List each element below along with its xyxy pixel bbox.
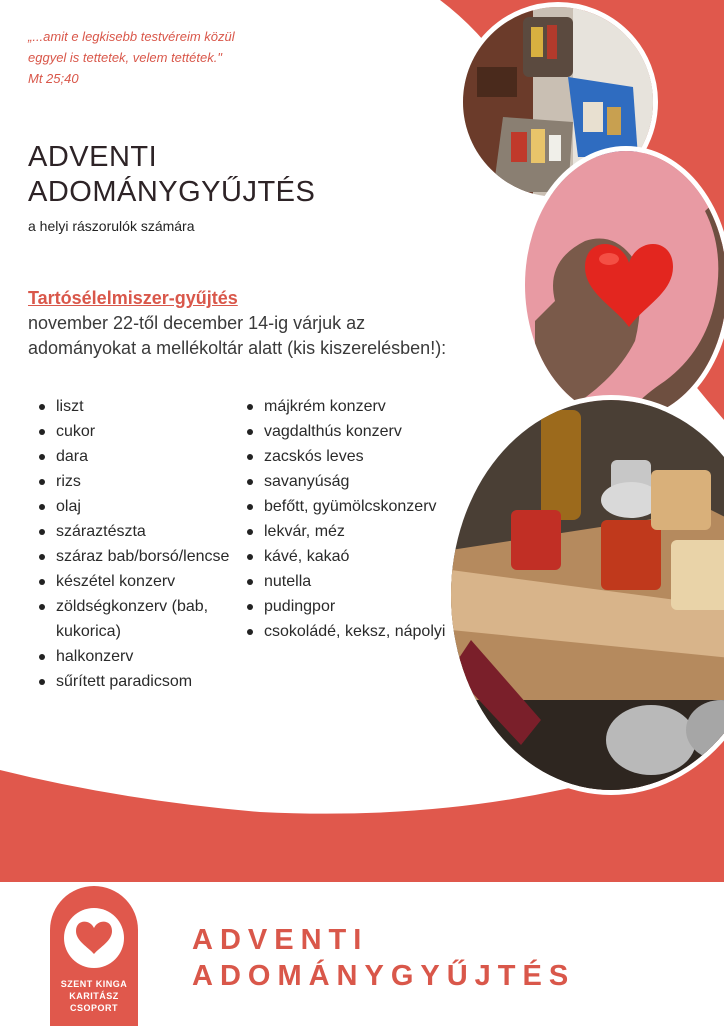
logo-circle — [64, 908, 124, 968]
donation-list-right — [242, 394, 462, 644]
list-item: cukor — [34, 419, 244, 444]
list-item: nutella — [242, 569, 462, 594]
quote-line-1: „...amit e legkisebb testvéreim közül — [28, 29, 235, 44]
section-title: Tartósélelmiszer-gyűjtés — [28, 288, 238, 308]
list-item: lekvár, méz — [242, 519, 462, 544]
footer-title — [192, 922, 575, 994]
page-subtitle: a helyi rászorulók számára — [28, 218, 195, 234]
bible-quote — [28, 26, 328, 89]
title-line-2: ADOMÁNYGYŰJTÉS — [28, 176, 316, 208]
quote-reference: Mt 25;40 — [28, 71, 79, 86]
page-title — [28, 140, 315, 210]
list-item: készétel konzerv — [34, 569, 244, 594]
footer-title-line-2: ADOMÁNYGYŰJTÉS — [192, 960, 576, 992]
list-item: száraztészta — [34, 519, 244, 544]
list-item: sűrített paradicsom — [34, 669, 244, 694]
heart-icon — [64, 908, 124, 968]
list-item: vagdalthús konzerv — [242, 419, 462, 444]
list-item: zöldségkonzerv (bab, kukorica) — [34, 594, 244, 644]
section-description-line-2: adományokat a mellékoltár alatt (kis kiszerelésben!): — [28, 338, 447, 358]
list-item: zacskós leves — [242, 444, 462, 469]
donation-list-left — [34, 394, 244, 694]
list-item: befőtt, gyümölcskonzerv — [242, 494, 462, 519]
hands-heart-photo — [520, 146, 724, 424]
list-item: olaj — [34, 494, 244, 519]
list-item: rizs — [34, 469, 244, 494]
charity-logo — [50, 886, 138, 1026]
list-item: kávé, kakaó — [242, 544, 462, 569]
footer-title-line-1: ADVENTI — [192, 924, 369, 956]
list-item: pudingpor — [242, 594, 462, 619]
logo-line-2: KARITÁSZ — [69, 991, 119, 1001]
collection-section — [28, 286, 548, 361]
list-item: száraz bab/borsó/lencse — [34, 544, 244, 569]
list-item: savanyúság — [242, 469, 462, 494]
list-item: halkonzerv — [34, 644, 244, 669]
logo-text — [50, 978, 138, 1014]
logo-line-1: SZENT KINGA — [60, 979, 128, 989]
logo-line-3: CSOPORT — [69, 1003, 118, 1013]
list-item: csokoládé, keksz, nápolyi — [242, 619, 462, 644]
title-line-1: ADVENTI — [28, 141, 158, 173]
section-description-line-1: november 22-től december 14-ig várjuk az — [28, 313, 366, 333]
quote-line-2: eggyel is tettetek, velem tettétek." — [28, 50, 222, 65]
list-item: liszt — [34, 394, 244, 419]
list-item: májkrém konzerv — [242, 394, 462, 419]
list-item: dara — [34, 444, 244, 469]
